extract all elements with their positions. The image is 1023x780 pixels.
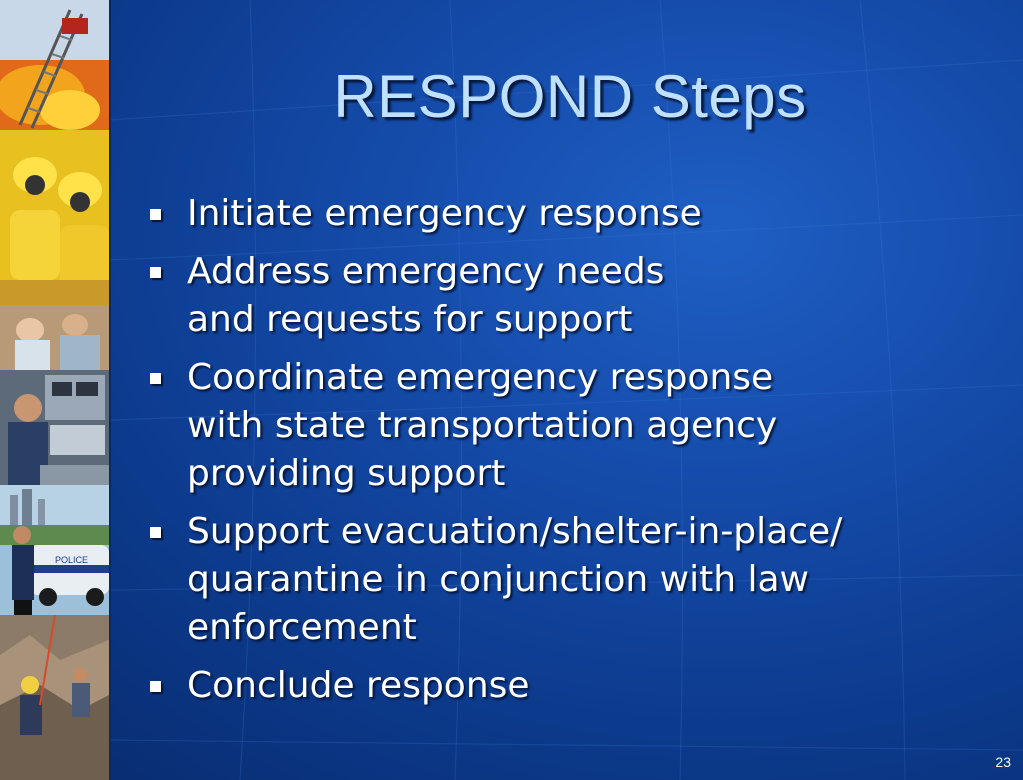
dispatcher-photo xyxy=(0,370,109,485)
bullet-line: with state transportation agency xyxy=(187,405,778,446)
bullet-line: Support evacuation/shelter-in-place/ xyxy=(187,511,843,552)
bullet-line: and requests for support xyxy=(187,299,633,340)
square-bullet-icon xyxy=(150,681,161,692)
police-car-label: POLICE xyxy=(55,555,89,565)
bullet-item xyxy=(150,190,990,238)
bullet-list xyxy=(150,190,990,720)
photo-collage-sidebar xyxy=(0,0,111,780)
square-bullet-icon xyxy=(150,373,161,384)
square-bullet-icon xyxy=(150,209,161,220)
bullet-line: Address emergency needs xyxy=(187,251,665,292)
bullet-line: providing support xyxy=(187,453,506,494)
page-number: 23 xyxy=(995,754,1011,770)
square-bullet-icon xyxy=(150,267,161,278)
hazmat-responders-photo xyxy=(0,130,109,305)
slide-title: RESPOND Steps xyxy=(333,63,807,130)
bullet-line: Initiate emergency response xyxy=(187,193,702,234)
bullet-item xyxy=(150,508,990,652)
bullet-line: Conclude response xyxy=(187,665,530,706)
medical-responders-photo xyxy=(0,305,109,370)
police-officer-car-photo xyxy=(0,485,109,615)
bullet-line: Coordinate emergency response xyxy=(187,357,774,398)
bullet-item xyxy=(150,354,990,498)
rubble-rescue-photo xyxy=(0,615,109,780)
fire-ladder-photo xyxy=(0,0,109,130)
bullet-item xyxy=(150,248,990,344)
square-bullet-icon xyxy=(150,527,161,538)
bullet-line: enforcement xyxy=(187,607,417,648)
bullet-item xyxy=(150,662,990,710)
bullet-line: quarantine in conjunction with law xyxy=(187,559,809,600)
